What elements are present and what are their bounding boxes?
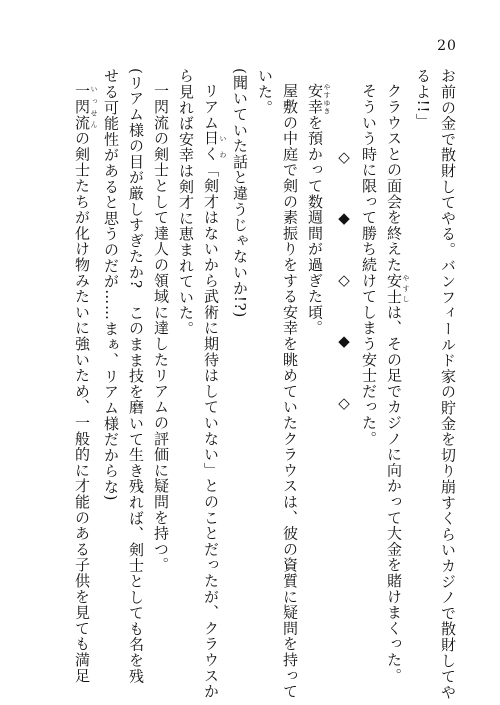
text-line-14: 一閃流 いっせんの剣士たちが化け物みたいに強いため、一般的に才能のある子供を見ても満足: [73, 83, 98, 684]
ruby-yasushi-reading: やすし: [402, 272, 410, 305]
text-line-2: るよ!!」: [414, 68, 432, 130]
text-line-11: 一閃流の剣士として達人の領域に達したリアムの評価に疑問を持つ。: [152, 83, 170, 573]
text-line-3: クラウスとの面会を終えた安士 やすしは、その足でカジノに向かって大金を賭けまくった。: [385, 83, 410, 684]
text-line-1: お前の金で散財してやる。バンフィールド家の貯金を切り崩すくらいカジノで散財してや: [439, 68, 457, 700]
scene-break: [331, 68, 356, 673]
text-line-13: せる可能性があると思うのだが……まぁ、リアム様だからな): [102, 68, 120, 502]
scene-break-solid-diamond-1: ◆: [335, 209, 353, 229]
ruby-issen: 一閃流 いっせん: [73, 83, 98, 131]
vertical-body-text: [40, 68, 460, 700]
scene-break-hollow-diamond-2: ◇: [335, 270, 353, 290]
page-number: 20: [437, 38, 457, 54]
ruby-yasushi: 安士 やすし: [385, 272, 410, 305]
scene-break-hollow-diamond-3: ◇: [335, 393, 353, 413]
text-line-10: ら見れば安幸は剣才に恵まれていた。: [177, 68, 195, 337]
text-line-7: いた。: [256, 68, 274, 116]
ruby-yasuyuki: 安幸 やすゆき: [306, 83, 331, 115]
ruby-yasuyuki-reading: やすゆき: [323, 83, 331, 115]
ruby-iwaku-reading: いわ: [219, 130, 227, 162]
text-line-8: (聞いていた話と違うじゃないか!?): [231, 68, 249, 319]
scene-break-hollow-diamond-1: ◇: [335, 148, 353, 167]
text-line-6: 屋敷の中庭で剣の素振りをする安幸を眺めていたクラウスは、彼の資質に疑問を持って: [281, 83, 299, 700]
scene-break-solid-diamond-2: ◆: [335, 332, 353, 351]
text-line-4: そういう時に限って勝ち続けてしまう安士だった。: [360, 83, 378, 447]
ruby-iwaku: 日く いわ: [202, 130, 227, 163]
text-line-5: 安幸 やすゆきを預かって数週間が過ぎた頃。: [306, 83, 331, 336]
ruby-issen-reading: いっせん: [90, 83, 98, 131]
text-line-9: リアム日く いわ「剣才はないから武術に期待はしていない」とのことだったが、クラウスか: [202, 83, 227, 700]
text-line-12: (リアム様の目が厳しすぎたか? このまま技を磨いて生き残れば、剣士としても名を残: [127, 68, 145, 684]
